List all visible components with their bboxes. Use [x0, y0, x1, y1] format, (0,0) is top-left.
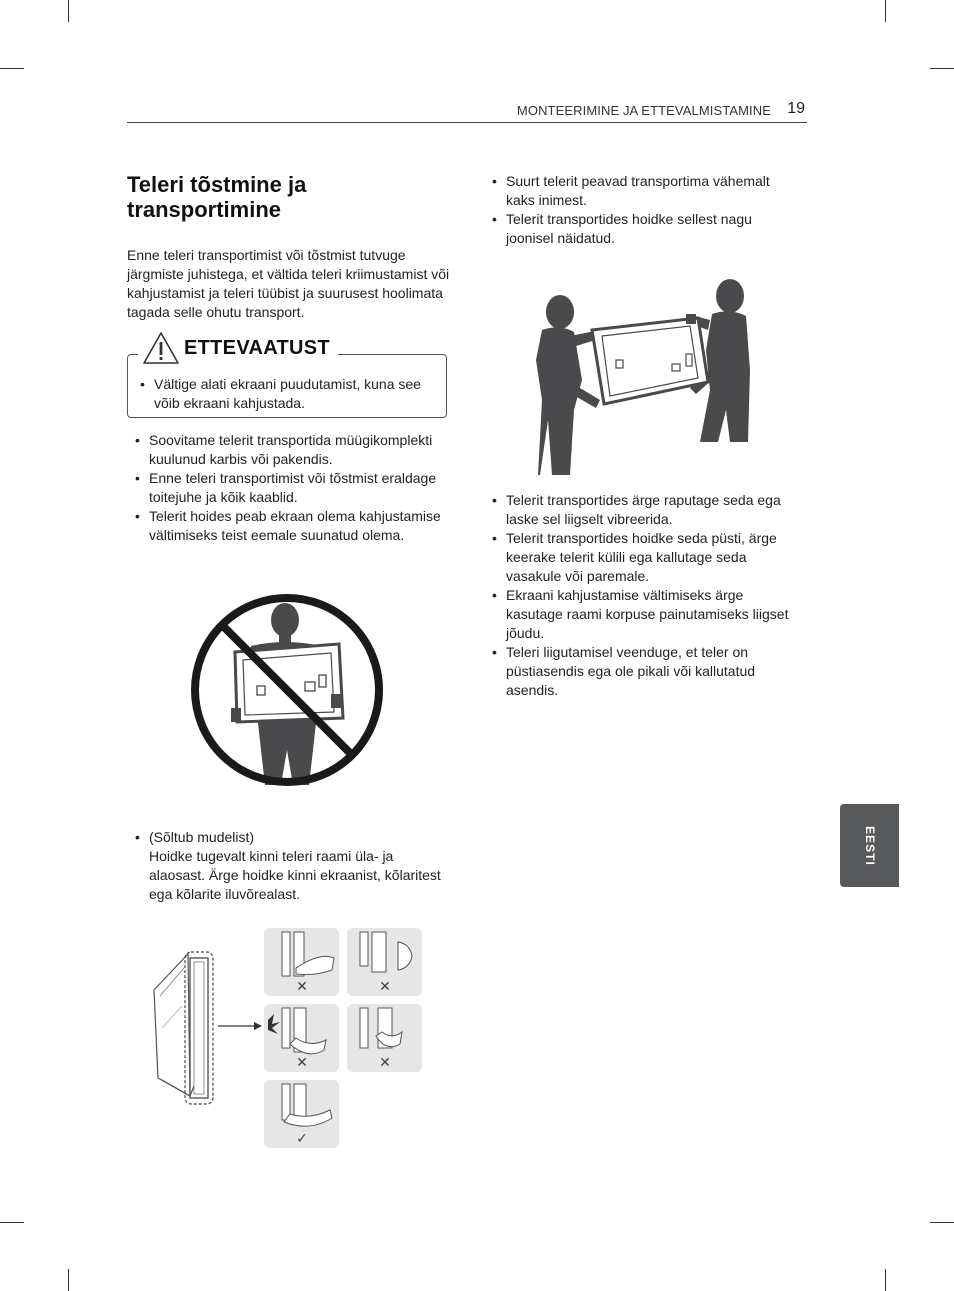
- list-item: • Teleri liigutamisel veenduge, et teler on püstiasendis ega ole pikali või kallutatud asendis.: [492, 643, 802, 700]
- list-item: • Ekraani kahjustamise vältimiseks ärge kasutage raami korpuse painutamiseks liigset jõudu.: [492, 586, 802, 643]
- list-item-line: Hoidke tugevalt kinni teleri raami üla- ja alaosast. Ärge hoidke kinni ekraanist, kõlaritest ega kõlarite iluvõrealast.: [149, 848, 441, 902]
- crop-mark: [930, 68, 954, 69]
- list-item: • Enne teleri transportimist või tõstmist eraldage toitejuhe ja kõik kaablid.: [135, 469, 453, 507]
- prohibited-single-carry-illustration: [185, 590, 390, 790]
- bullet-list-right-2: [492, 491, 802, 700]
- caution-list: [140, 375, 440, 413]
- page-title: Teleri tõstmine ja transportimine: [127, 172, 307, 222]
- caution-label: ETTEVAATUST: [184, 336, 330, 359]
- crop-mark: [885, 1269, 886, 1291]
- language-tab: [840, 804, 899, 887]
- cross-mark-icon: ✕: [379, 979, 391, 995]
- list-item: • Soovitame telerit transportida müügikomplekti kuulunud karbis või pakendis.: [135, 431, 453, 469]
- list-item: • Telerit transportides ärge raputage seda ega laske sel liigselt vibreerida.: [492, 491, 802, 529]
- cross-mark-icon: ✕: [296, 979, 308, 995]
- language-tab-label: EESTI: [862, 825, 877, 866]
- cross-mark-icon: ✕: [296, 1055, 308, 1071]
- list-item: • Telerit transportides hoidke seda püsti, ärge keerake telerit külili ega kallutage seda vasakule või paremale.: [492, 529, 802, 586]
- bullet-list-left-2: [135, 828, 453, 904]
- two-person-carry-illustration: [530, 270, 760, 480]
- crop-mark: [0, 1222, 24, 1223]
- caution-heading: [138, 331, 338, 365]
- check-mark-icon: ✓: [296, 1131, 308, 1147]
- intro-paragraph: Enne teleri transportimist või tõstmist tutvuge järgmiste juhistega, et vältida teleri kriimustamist või kahjustamist ja teleri tüübist ja suurusest hoolimata tagada selle ohutu transport.: [127, 247, 450, 320]
- section-title: MONTEERIMINE JA ETTEVALMISTAMINE: [516, 103, 771, 118]
- crop-mark: [0, 68, 24, 69]
- warning-triangle-icon: [142, 331, 180, 365]
- bullet-list-left-1: [135, 431, 453, 545]
- page-number: 19: [787, 100, 805, 117]
- caution-box: [127, 336, 447, 418]
- list-item: • Telerit transportides hoidke sellest nagu joonisel näidatud.: [492, 210, 802, 248]
- cross-mark-icon: ✕: [379, 1055, 391, 1071]
- crop-mark: [930, 1222, 954, 1223]
- list-item: • Vältige alati ekraani puudutamist, kuna see võib ekraani kahjustada.: [140, 375, 440, 413]
- page-header: [127, 100, 807, 123]
- list-item: • Suurt telerit peavad transportima vähemalt kaks inimest.: [492, 172, 802, 210]
- tv-side-view: [154, 952, 213, 1104]
- crop-mark: [68, 1269, 69, 1291]
- list-item-line: (Sõltub mudelist): [149, 829, 255, 845]
- list-item: • Telerit hoides peab ekraan olema kahjustamise vältimiseks teist eemale suunatud olema.: [135, 507, 453, 545]
- bullet-list-right-1: [492, 172, 802, 248]
- crop-mark: [68, 0, 69, 22]
- frame-grip-diagram: [150, 928, 430, 1150]
- arrow-icon: [218, 1022, 262, 1030]
- list-item: [135, 828, 453, 904]
- crop-mark: [885, 0, 886, 22]
